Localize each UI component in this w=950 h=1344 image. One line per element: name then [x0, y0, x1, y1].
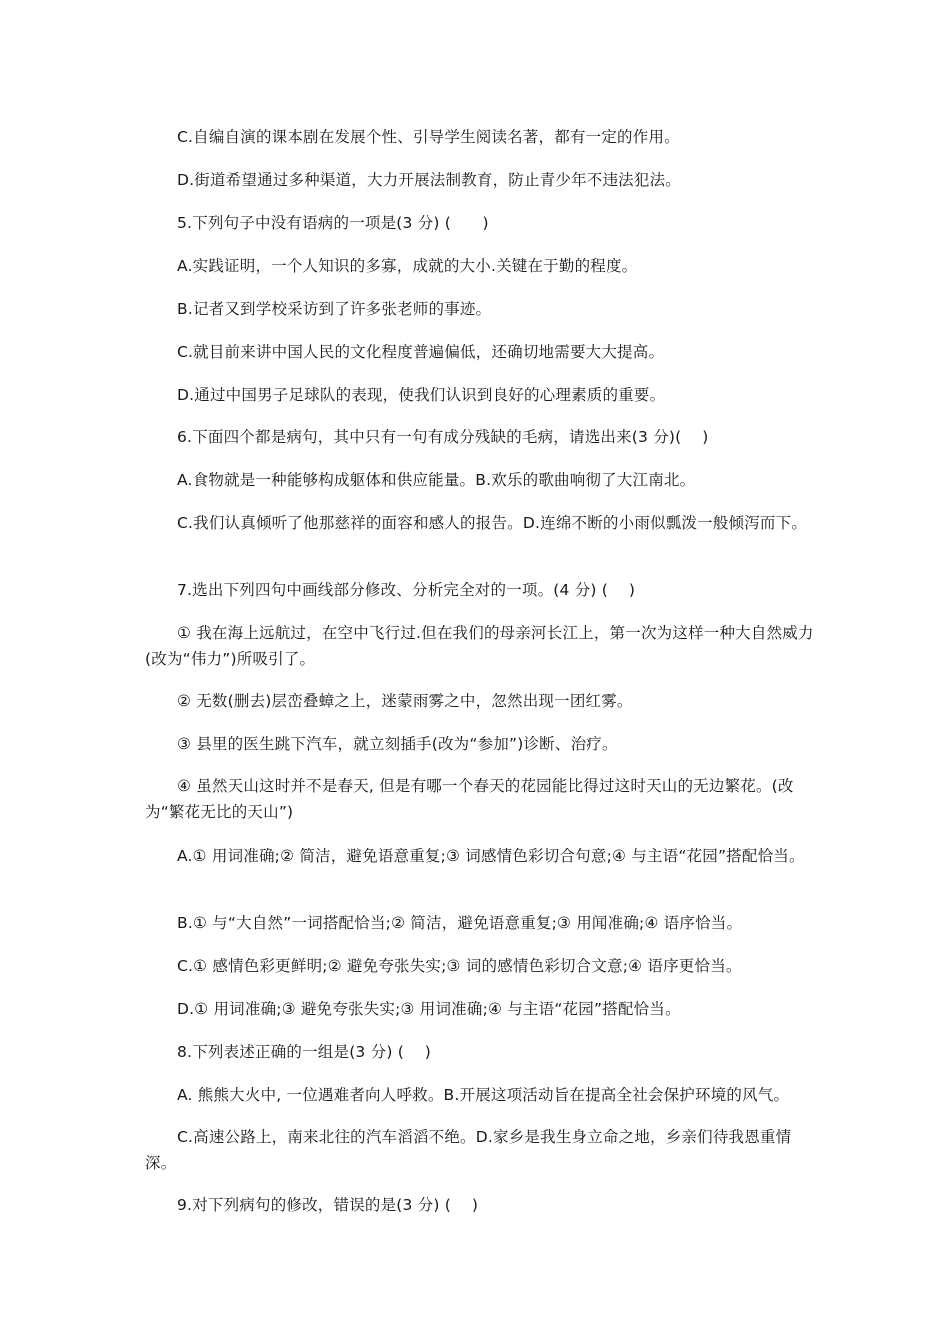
- question-8: 8.下列表述正确的一组是(3 分) ( ): [177, 1043, 432, 1061]
- option-5d: D.通过中国男子足球队的表现，使我们认识到良好的心理素质的重要。: [177, 386, 666, 404]
- question-6: 6.下面四个都是病句，其中只有一句有成分残缺的毛病，请选出来(3 分)( ): [177, 428, 709, 446]
- option-4d: D.街道希望通过多种渠道，大力开展法制教育，防止青少年不违法犯法。: [177, 171, 681, 189]
- sentence-7-1: ① 我在海上远航过，在空中飞行过.但在我们的母亲河长江上，第一次为这样一种大自然威力(改为“伟力”)所吸引了。: [145, 624, 814, 668]
- option-7d: D.① 用词准确;③ 避免夸张失实;③ 用词准确;④ 与主语“花园”搭配恰当。: [177, 1000, 681, 1018]
- question-7: 7.选出下列四句中画线部分修改、分析完全对的一项。(4 分) ( ): [177, 581, 636, 599]
- option-5c: C.就目前来讲中国人民的文化程度普遍偏低，还确切地需要大大提高。: [177, 343, 665, 361]
- sentence-7-4: ④ 虽然天山这时并不是春天, 但是有哪一个春天的花园能比得过这时天山的无边繁花。(改为“繁花无比的天山”): [145, 777, 794, 821]
- question-5: 5.下列句子中没有语病的一项是(3 分) ( ): [177, 214, 489, 232]
- option-7c: C.① 感情色彩更鲜明;② 避免夸张失实;③ 词的感情色彩切合文意;④ 语序更恰当。: [177, 957, 742, 975]
- option-5a: A.实践证明，一个人知识的多寡，成就的大小.关键在于勤的程度。: [177, 257, 638, 275]
- option-7a: A.① 用词准确;② 简洁，避免语意重复;③ 词感情色彩切合句意;④ 与主语“花园”搭配恰当。: [177, 847, 805, 865]
- option-8cd: C.高速公路上，南来北往的汽车滔滔不绝。D.家乡是我生身立命之地，乡亲们待我恩重情深。: [145, 1128, 792, 1172]
- option-8ab: A. 熊熊大火中, 一位遇难者向人呼救。B.开展这项活动旨在提高全社会保护环境的风气。: [177, 1086, 790, 1104]
- option-6ab: A.食物就是一种能够构成躯体和供应能量。B.欢乐的歌曲响彻了大江南北。: [177, 471, 696, 489]
- sentence-7-3: ③ 县里的医生跳下汽车，就立刻插手(改为“参加”)诊断、治疗。: [177, 735, 618, 753]
- option-7b: B.① 与“大自然”一词搭配恰当;② 简洁，避免语意重复;③ 用闻准确;④ 语序恰当。: [177, 914, 743, 932]
- sentence-7-2: ② 无数(删去)层峦叠蟑之上，迷蒙雨雾之中，忽然出现一团红雾。: [177, 692, 633, 710]
- option-5b: B.记者又到学校采访到了许多张老师的事迹。: [177, 300, 492, 318]
- option-4c: C.自编自演的课本剧在发展个性、引导学生阅读名著，都有一定的作用。: [177, 128, 680, 146]
- question-9: 9.对下列病句的修改，错误的是(3 分) ( ): [177, 1196, 479, 1214]
- option-6cd: C.我们认真倾听了他那慈祥的面容和感人的报告。D.连绵不断的小雨似瓢泼一般倾泻而下。: [177, 514, 808, 532]
